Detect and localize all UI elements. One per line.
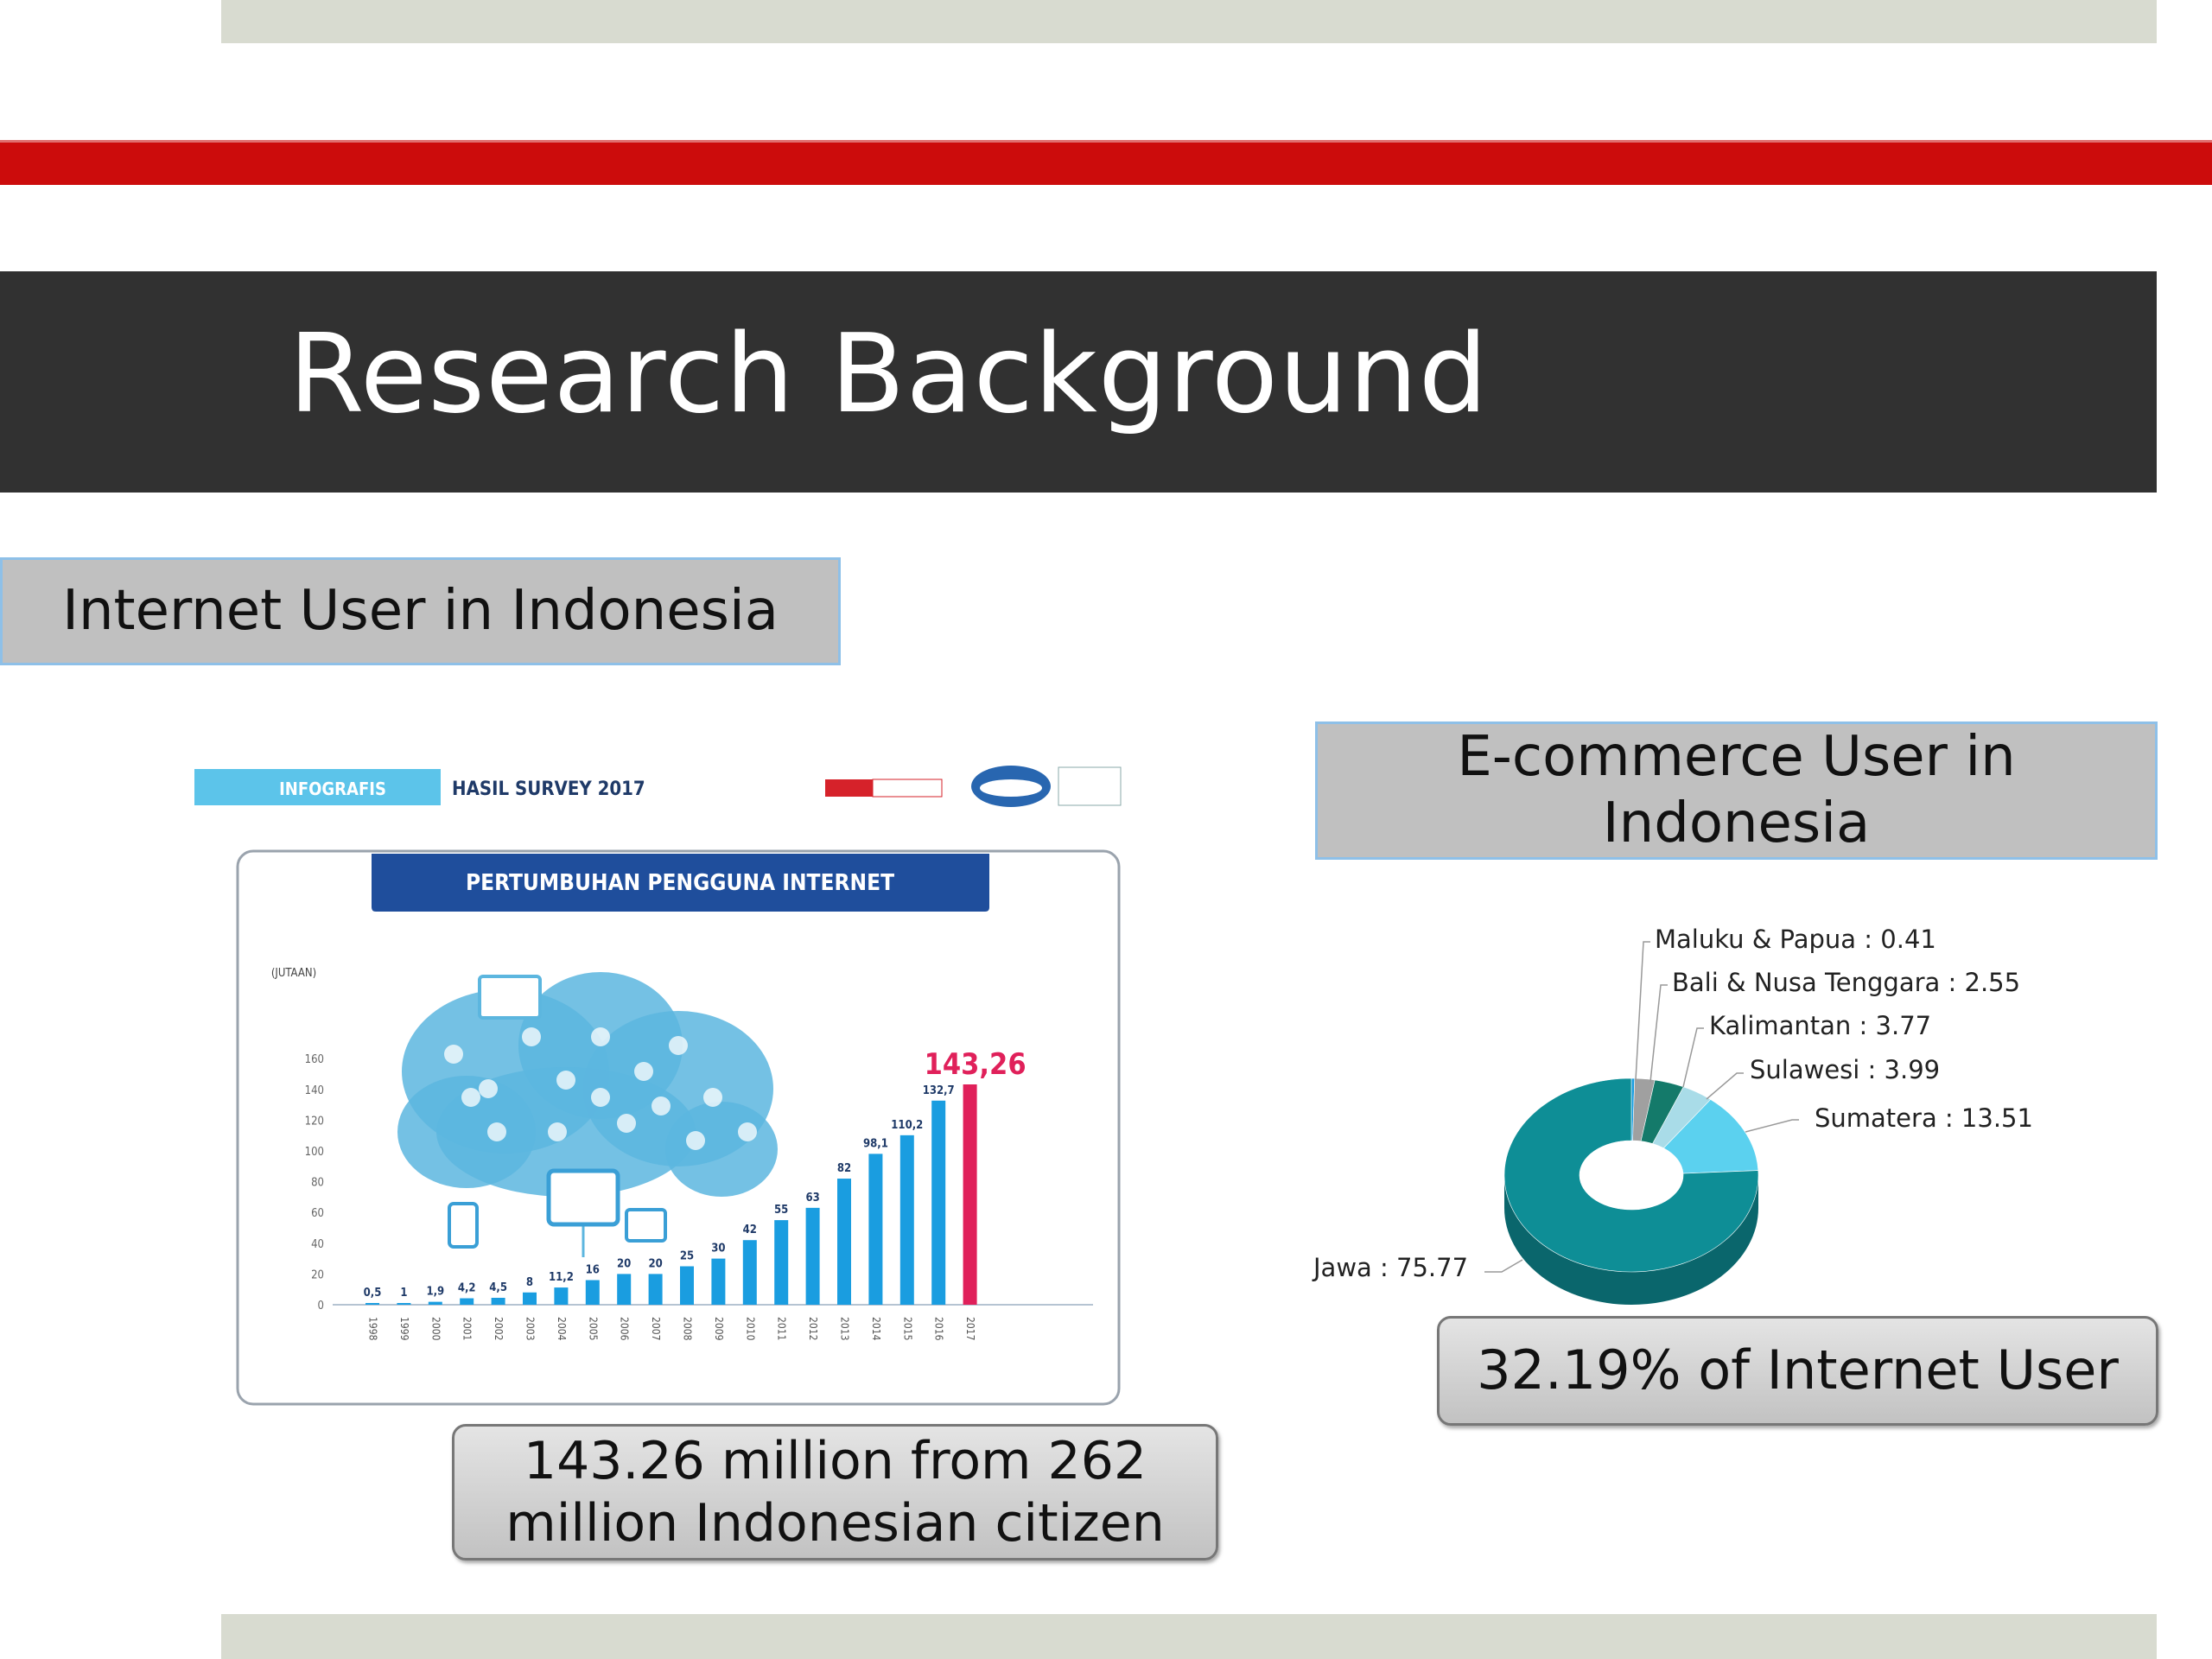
bar <box>429 1302 442 1305</box>
bar-data-label: 42 <box>742 1224 757 1237</box>
bar-data-label: 82 <box>836 1162 852 1176</box>
cloud-icon-dot <box>591 1027 610 1046</box>
logo-mark <box>825 779 873 797</box>
x-tick-label: 1998 <box>366 1317 379 1341</box>
infographic-title: PERTUMBUHAN PENGGUNA INTERNET <box>465 870 895 896</box>
bar-data-label: 4,5 <box>489 1281 507 1294</box>
cloud-icon-dot <box>461 1088 480 1107</box>
x-tick-label: 2015 <box>901 1317 914 1341</box>
ecommerce-distribution-chart <box>1296 899 2160 1313</box>
bar-chart <box>194 726 1168 1426</box>
bar-data-label: 98,1 <box>862 1137 888 1151</box>
label-leader-line <box>1745 1120 1799 1132</box>
phone-icon <box>449 1204 477 1247</box>
cloud-icon-dot <box>479 1079 498 1098</box>
x-tick-label: 1999 <box>397 1317 410 1341</box>
x-tick-label: 2007 <box>650 1317 663 1341</box>
slice-label: Maluku & Papua : 0.41 <box>1655 925 1936 954</box>
y-tick-label: 20 <box>311 1268 324 1282</box>
internet-user-label: Internet User in Indonesia <box>0 557 841 665</box>
bar <box>649 1274 663 1305</box>
bar <box>711 1259 725 1305</box>
logo-mark <box>873 779 942 797</box>
laptop-icon <box>480 976 540 1018</box>
x-tick-label: 2010 <box>744 1317 757 1341</box>
bar-data-label: 0,5 <box>363 1287 382 1300</box>
slice-label: Sulawesi : 3.99 <box>1750 1055 1941 1084</box>
infographic-survey-label: HASIL SURVEY 2017 <box>452 779 645 800</box>
bar <box>397 1303 410 1305</box>
bar <box>554 1287 568 1305</box>
cloud-icon-dot <box>634 1062 653 1081</box>
y-tick-label: 0 <box>317 1300 324 1313</box>
cloud-icon-dot <box>652 1096 671 1116</box>
bar <box>617 1274 631 1305</box>
bar <box>586 1281 600 1305</box>
cloud-icon-dot <box>556 1071 575 1090</box>
red-divider-rule <box>0 140 2212 185</box>
ecommerce-user-label: E-commerce User in Indonesia <box>1315 721 2158 860</box>
top-decor-strip <box>221 0 2157 43</box>
bar <box>963 1084 977 1305</box>
y-tick-label: 80 <box>311 1176 324 1190</box>
partner-logos <box>825 766 1121 807</box>
x-tick-label: 2001 <box>461 1317 474 1341</box>
x-tick-label: 2013 <box>838 1317 851 1341</box>
bar <box>806 1208 820 1305</box>
logo-mark <box>1058 767 1121 805</box>
label-leader-line <box>1707 1073 1744 1099</box>
x-tick-label: 2017 <box>964 1317 977 1341</box>
slice-label: Bali & Nusa Tenggara : 2.55 <box>1672 968 2021 997</box>
cloud-icon-dot <box>617 1114 636 1133</box>
x-tick-label: 2005 <box>587 1317 600 1341</box>
logo-mark <box>980 779 1042 797</box>
bar-data-label: 20 <box>617 1257 632 1271</box>
bar-data-label: 16 <box>585 1263 600 1277</box>
x-tick-label: 2016 <box>932 1317 945 1341</box>
donut-chart <box>1296 899 2160 1313</box>
bar <box>523 1293 537 1305</box>
bar <box>774 1220 788 1305</box>
y-tick-label: 100 <box>304 1146 324 1159</box>
x-tick-label: 2008 <box>681 1317 694 1341</box>
bar-data-label: 8 <box>525 1275 534 1289</box>
cloud-icon-dot <box>548 1122 567 1141</box>
bar <box>900 1135 914 1305</box>
bar-data-label: 110,2 <box>891 1118 924 1132</box>
tablet-icon <box>626 1210 665 1241</box>
label-leader-line <box>1650 985 1668 1082</box>
bar <box>868 1154 882 1305</box>
slice-label: Jawa : 75.77 <box>1313 1253 1469 1282</box>
x-tick-label: 2000 <box>429 1317 442 1341</box>
bar-data-label: 1 <box>400 1287 408 1300</box>
cloud-icon-dot <box>591 1088 610 1107</box>
slice-label: Sumatera : 13.51 <box>1815 1103 2033 1133</box>
bar-data-label: 25 <box>679 1249 695 1263</box>
bar <box>931 1101 945 1305</box>
cloud-icon-dot <box>738 1122 757 1141</box>
slide-title: Research Background <box>289 310 1489 437</box>
cloud-part <box>665 1102 778 1197</box>
y-tick-label: 40 <box>311 1237 324 1251</box>
x-tick-label: 2011 <box>775 1317 788 1341</box>
x-tick-label: 2003 <box>524 1317 537 1341</box>
x-tick-label: 2009 <box>712 1317 725 1341</box>
bar <box>680 1267 694 1306</box>
cloud-icon-dot <box>703 1088 722 1107</box>
bar <box>460 1299 474 1305</box>
bar <box>492 1298 505 1305</box>
y-tick-label: 60 <box>311 1207 324 1221</box>
bar-data-label: 4,2 <box>457 1281 476 1295</box>
cloud-icon-dot <box>444 1045 463 1064</box>
cloud-icon-dot <box>669 1036 688 1055</box>
bar <box>365 1303 379 1305</box>
y-tick-label: 160 <box>304 1053 324 1067</box>
internet-growth-infographic <box>194 726 1168 1426</box>
bottom-decor-strip <box>221 1614 2157 1659</box>
bar-data-label: 11,2 <box>548 1271 574 1285</box>
bar <box>743 1240 757 1305</box>
bar-data-label: 132,7 <box>922 1084 955 1097</box>
y-tick-label: 140 <box>304 1084 324 1097</box>
y-axis-unit: (JUTAAN) <box>270 967 317 980</box>
bar-data-label: 55 <box>774 1204 789 1217</box>
monitor-icon <box>549 1171 618 1224</box>
label-leader-line <box>1636 942 1650 1080</box>
x-tick-label: 2004 <box>555 1317 568 1341</box>
bar-data-label: 30 <box>711 1242 726 1255</box>
label-leader-line <box>1484 1260 1522 1272</box>
slice-label: Kalimantan : 3.77 <box>1709 1011 1932 1040</box>
bar-data-label: 143,26 <box>924 1046 1027 1082</box>
bar-data-label: 63 <box>805 1191 820 1205</box>
cloud-icon-dot <box>487 1122 506 1141</box>
cloud-icon-dot <box>686 1131 705 1150</box>
x-tick-label: 2012 <box>807 1317 820 1341</box>
bar <box>837 1179 851 1305</box>
x-tick-label: 2014 <box>869 1317 882 1341</box>
infographic-tag: INFOGRAFIS <box>279 779 386 799</box>
bar-data-label: 1,9 <box>426 1285 445 1299</box>
bar-data-label: 20 <box>648 1257 663 1271</box>
x-tick-label: 2002 <box>493 1317 505 1341</box>
y-tick-label: 120 <box>304 1115 324 1128</box>
donut-hole <box>1580 1141 1683 1210</box>
x-tick-label: 2006 <box>618 1317 631 1341</box>
internet-user-callout: 143.26 million from 262 million Indonesian citizen <box>452 1424 1218 1560</box>
label-leader-line <box>1683 1028 1704 1087</box>
donut-slices <box>1504 1078 1758 1305</box>
ecommerce-user-callout: 32.19% of Internet User <box>1437 1316 2158 1426</box>
cloud-icon-dot <box>522 1027 541 1046</box>
